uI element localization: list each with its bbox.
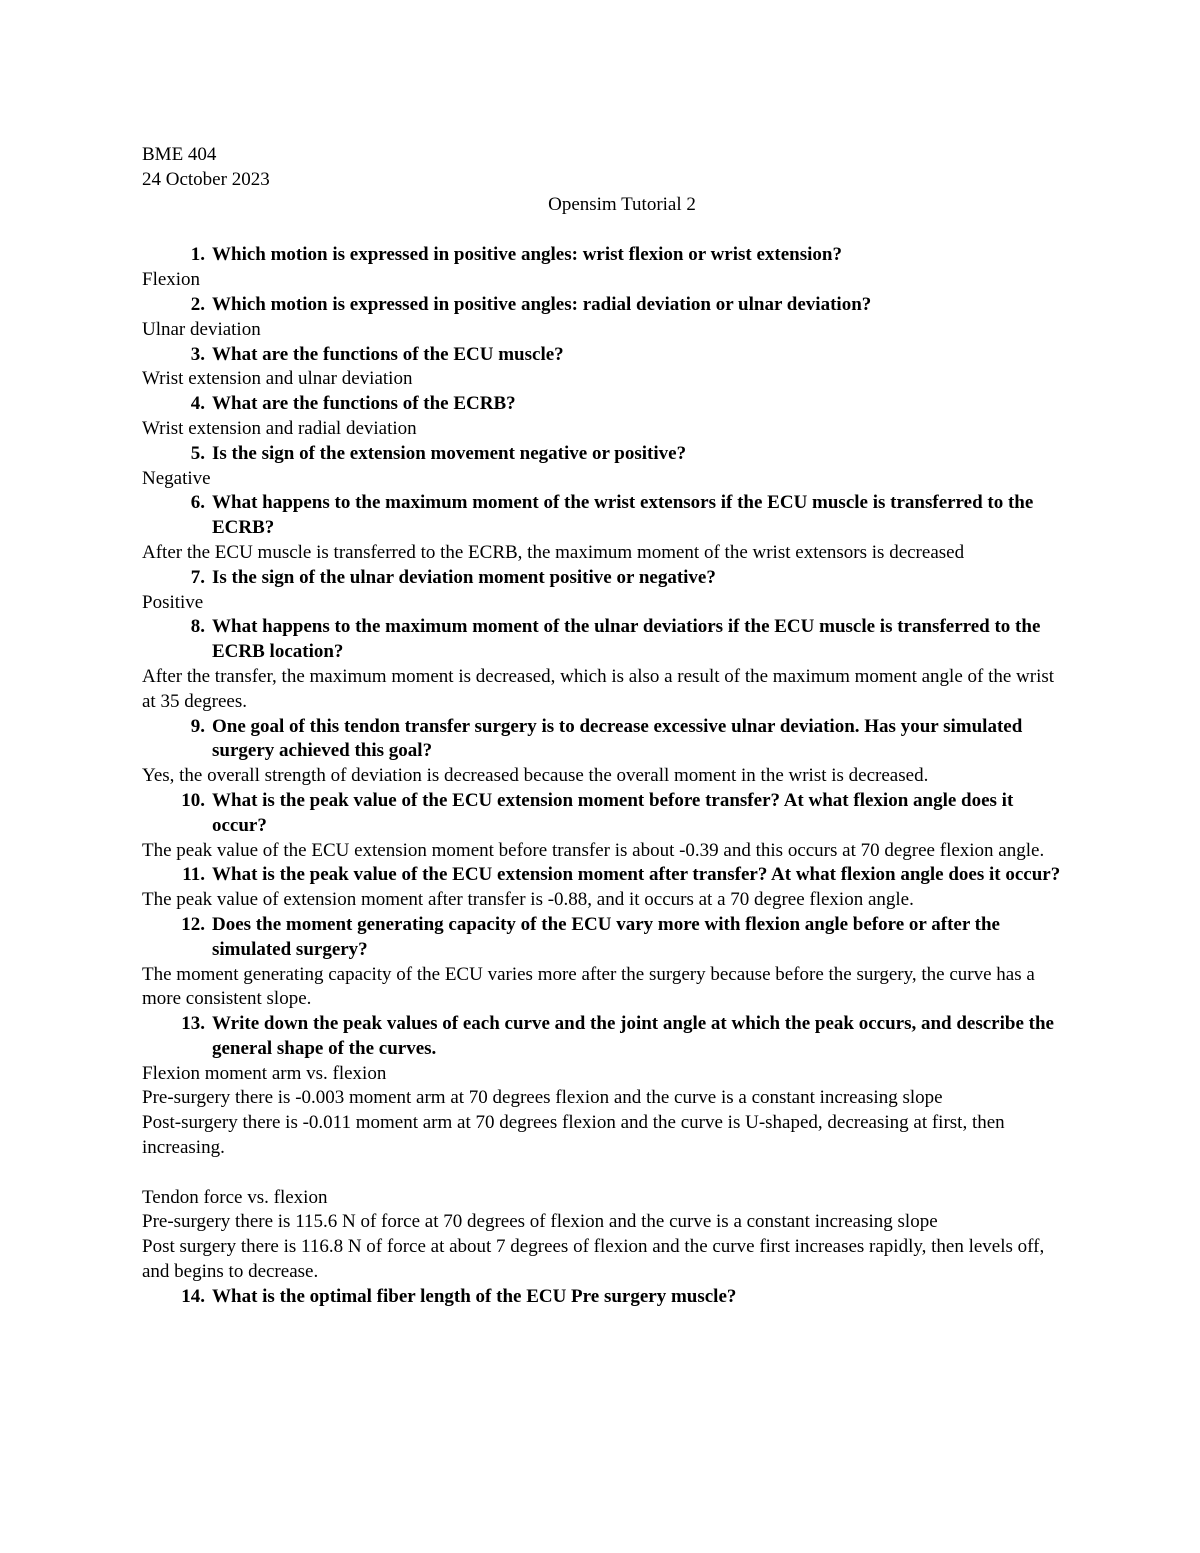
question-text: What is the optimal fiber length of the ECU Pre surgery muscle? — [212, 1285, 737, 1307]
question-number: 6. — [190, 492, 205, 514]
question-text: Which motion is expressed in positive angles: radial deviation or ulnar deviation? — [212, 293, 872, 315]
blank-line — [142, 1161, 1062, 1186]
question-item — [142, 1285, 1062, 1310]
question-number: 1. — [190, 244, 205, 266]
answer-text: Ulnar deviation — [142, 318, 261, 340]
question-text: What is the peak value of the ECU extension moment before transfer? At what flexion angle does it occur? — [212, 789, 1014, 836]
question-text: What are the functions of the ECRB? — [212, 393, 516, 415]
question-item — [142, 715, 1062, 765]
question-number: 4. — [190, 393, 205, 415]
question-text: What are the functions of the ECU muscle? — [212, 343, 564, 365]
question-item — [142, 491, 1062, 541]
question-item — [142, 442, 1062, 467]
question-item — [142, 566, 1062, 591]
document-title: Opensim Tutorial 2 — [548, 193, 696, 215]
question-number: 3. — [190, 343, 205, 365]
question-item — [142, 615, 1062, 665]
answer-text: After the transfer, the maximum moment is decreased, which is also a result of the maximum moment angle of the wrist at 35 degrees. — [142, 665, 1055, 712]
answer-text: The moment generating capacity of the ECU varies more after the surgery because before the surgery, the curve has a more consistent slope. — [142, 963, 1035, 1010]
answer-text: Pre-surgery there is -0.003 moment arm at 70 degrees flexion and the curve is a constant increasing slope — [142, 1087, 943, 1109]
question-number: 8. — [190, 616, 205, 638]
answer-text: Tendon force vs. flexion — [142, 1186, 328, 1208]
document-body — [142, 143, 1062, 1310]
answer-text: Wrist extension and ulnar deviation — [142, 368, 413, 390]
question-item — [142, 789, 1062, 839]
question-text: One goal of this tendon transfer surgery is to decrease excessive ulnar deviation. Has your simulated surgery achieved this goal? — [212, 715, 1023, 762]
question-number: 5. — [190, 442, 205, 464]
answer-text: Post surgery there is 116.8 N of force at about 7 degrees of flexion and the curve first increases rapidly, then levels off, and begins to decrease. — [142, 1236, 1045, 1283]
question-number: 14. — [181, 1285, 205, 1307]
question-item — [142, 863, 1062, 888]
question-item — [142, 913, 1062, 963]
question-text: Which motion is expressed in positive angles: wrist flexion or wrist extension? — [212, 244, 842, 266]
question-text: What is the peak value of the ECU extension moment after transfer? At what flexion angle does it occur? — [212, 864, 1061, 886]
answer-text: Wrist extension and radial deviation — [142, 417, 417, 439]
question-text: Is the sign of the ulnar deviation moment positive or negative? — [212, 566, 716, 588]
question-text: Is the sign of the extension movement negative or positive? — [212, 442, 687, 464]
answer-text: Flexion — [142, 269, 201, 291]
question-text: What happens to the maximum moment of the ulnar deviatiors if the ECU muscle is transferred to the ECRB location? — [212, 616, 1041, 663]
answer-text: Negative — [142, 467, 211, 489]
question-item — [142, 392, 1062, 417]
question-item — [142, 243, 1062, 268]
answer-text: Yes, the overall strength of deviation is decreased because the overall moment in the wrist is decreased. — [142, 765, 929, 787]
question-number: 7. — [190, 566, 205, 588]
answer-text: Post-surgery there is -0.011 moment arm at 70 degrees flexion and the curve is U-shaped, decreasing at first, then increasing. — [142, 1112, 1005, 1159]
question-number: 12. — [181, 913, 205, 935]
document-date: 24 October 2023 — [142, 168, 270, 190]
answer-text: Flexion moment arm vs. flexion — [142, 1062, 387, 1084]
question-item — [142, 343, 1062, 368]
answer-text: The peak value of extension moment after transfer is -0.88, and it occurs at a 70 degree flexion angle. — [142, 889, 914, 911]
question-text: Write down the peak values of each curve and the joint angle at which the peak occurs, and describe the general shape of the curves. — [212, 1013, 1054, 1059]
course-name: BME 404 — [142, 144, 217, 165]
question-item — [142, 293, 1062, 318]
question-item — [142, 1012, 1062, 1062]
question-answer-list — [142, 243, 1062, 1309]
question-number: 2. — [190, 293, 205, 315]
question-number: 11. — [182, 864, 205, 886]
question-number: 9. — [190, 715, 205, 737]
question-number: 13. — [181, 1013, 205, 1035]
answer-text: Pre-surgery there is 115.6 N of force at 70 degrees of flexion and the curve is a constant increasing slope — [142, 1211, 938, 1233]
question-number: 10. — [181, 789, 205, 811]
answer-text: The peak value of the ECU extension moment before transfer is about -0.39 and this occurs at 70 degree flexion angle. — [142, 839, 1045, 861]
answer-text: After the ECU muscle is transferred to the ECRB, the maximum moment of the wrist extensors is decreased — [142, 541, 965, 563]
question-text: Does the moment generating capacity of the ECU vary more with flexion angle before or after the simulated surgery? — [212, 913, 1000, 960]
answer-text: Positive — [142, 591, 204, 613]
question-text: What happens to the maximum moment of the wrist extensors if the ECU muscle is transferred to the ECRB? — [212, 492, 1034, 539]
